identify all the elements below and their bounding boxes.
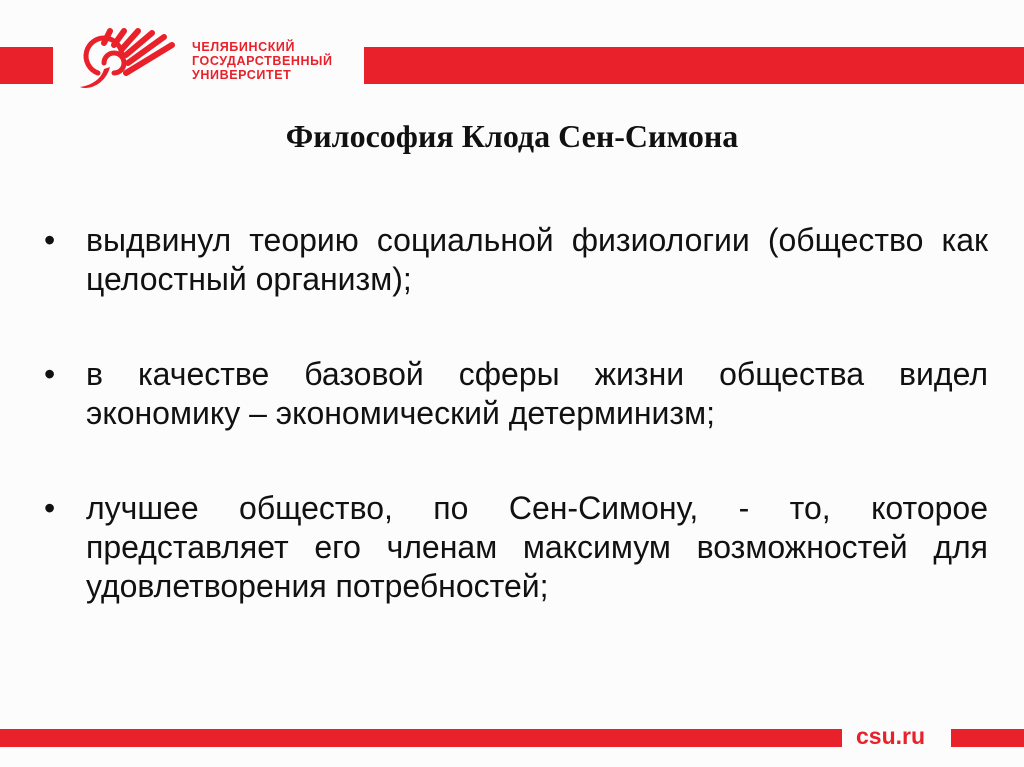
footer-bar-left (0, 729, 842, 747)
university-logo (76, 27, 188, 99)
bullet-item (44, 489, 988, 606)
bullet-marker: • (44, 490, 56, 526)
bullet-text: лучшее общество, по Сен-Симону, - то, которое представляет его членам максимум возможностей для удовлетворения потребностей; (86, 490, 988, 604)
bullet-marker: • (44, 222, 56, 258)
university-name-line-3: УНИВЕРСИТЕТ (192, 68, 292, 82)
university-name-line-1: ЧЕЛЯБИНСКИЙ (192, 40, 296, 54)
bullet-item (44, 221, 988, 299)
header-bar-right (364, 47, 1024, 84)
footer-bar-right (951, 729, 1024, 747)
bullet-list (44, 221, 988, 662)
university-name-line-2: ГОСУДАРСТВЕННЫЙ (192, 54, 333, 68)
slide-title: Философия Клода Сен-Симона (285, 118, 739, 154)
bullet-marker: • (44, 356, 56, 392)
bullet-text: выдвинул теорию социальной физиологии (общество как целостный организм); (86, 222, 988, 297)
university-name (192, 40, 333, 82)
bullet-text: в качестве базовой сферы жизни общества видел экономику – экономический детерминизм; (86, 356, 988, 431)
header-bar-left (0, 47, 53, 84)
site-url: csu.ru (856, 723, 926, 749)
bullet-item (44, 355, 988, 433)
